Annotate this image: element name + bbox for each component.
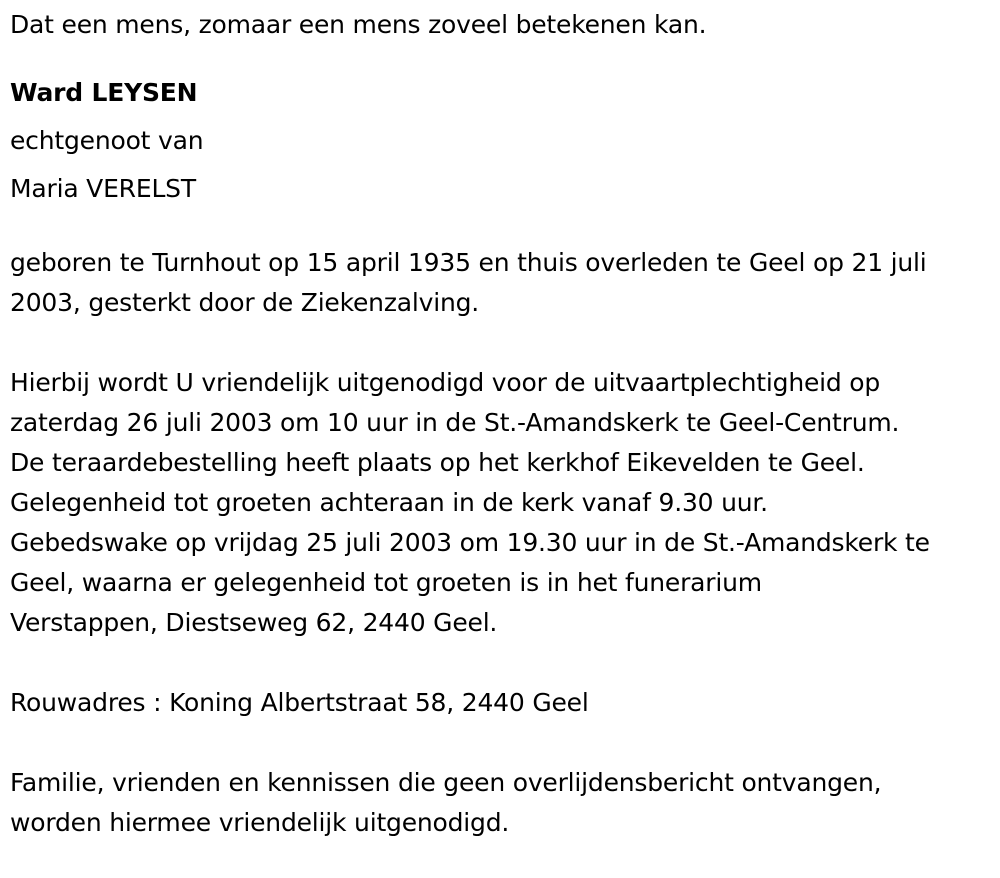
- ceremony-paragraph: [10, 363, 995, 643]
- mourning-address: Rouwadres : Koning Albertstraat 58, 2440 Geel: [10, 688, 589, 717]
- paragraph-line: De teraardebestelling heeft plaats op het kerkhof Eikevelden te Geel.: [10, 448, 865, 477]
- paragraph-line: Gelegenheid tot groeten achteraan in de kerk vanaf 9.30 uur.: [10, 488, 768, 517]
- paragraph-line: 2003, gesterkt door de Ziekenzalving.: [10, 288, 480, 317]
- paragraph-line: geboren te Turnhout op 15 april 1935 en thuis overleden te Geel op 21 juli: [10, 248, 927, 277]
- opening-quote: Dat een mens, zomaar een mens zoveel betekenen kan.: [10, 10, 707, 39]
- paragraph-line: zaterdag 26 juli 2003 om 10 uur in de St.-Amandskerk te Geel-Centrum.: [10, 408, 900, 437]
- birth-death-paragraph: [10, 243, 995, 323]
- paragraph-line: worden hiermee vriendelijk uitgenodigd.: [10, 808, 510, 837]
- paragraph-line: Gebedswake op vrijdag 25 juli 2003 om 19.30 uur in de St.-Amandskerk te: [10, 528, 930, 557]
- spouse-name: Maria VERELST: [10, 174, 196, 203]
- paragraph-line: Geel, waarna er gelegenheid tot groeten is in het funerarium: [10, 568, 762, 597]
- obituary-document: [10, 0, 995, 843]
- closing-paragraph: [10, 763, 995, 843]
- paragraph-line: Familie, vrienden en kennissen die geen overlijdensbericht ontvangen,: [10, 768, 882, 797]
- paragraph-line: Hierbij wordt U vriendelijk uitgenodigd voor de uitvaartplechtigheid op: [10, 368, 881, 397]
- paragraph-line: Verstappen, Diestseweg 62, 2440 Geel.: [10, 608, 498, 637]
- relation-label: echtgenoot van: [10, 126, 204, 155]
- deceased-name: Ward LEYSEN: [10, 78, 198, 107]
